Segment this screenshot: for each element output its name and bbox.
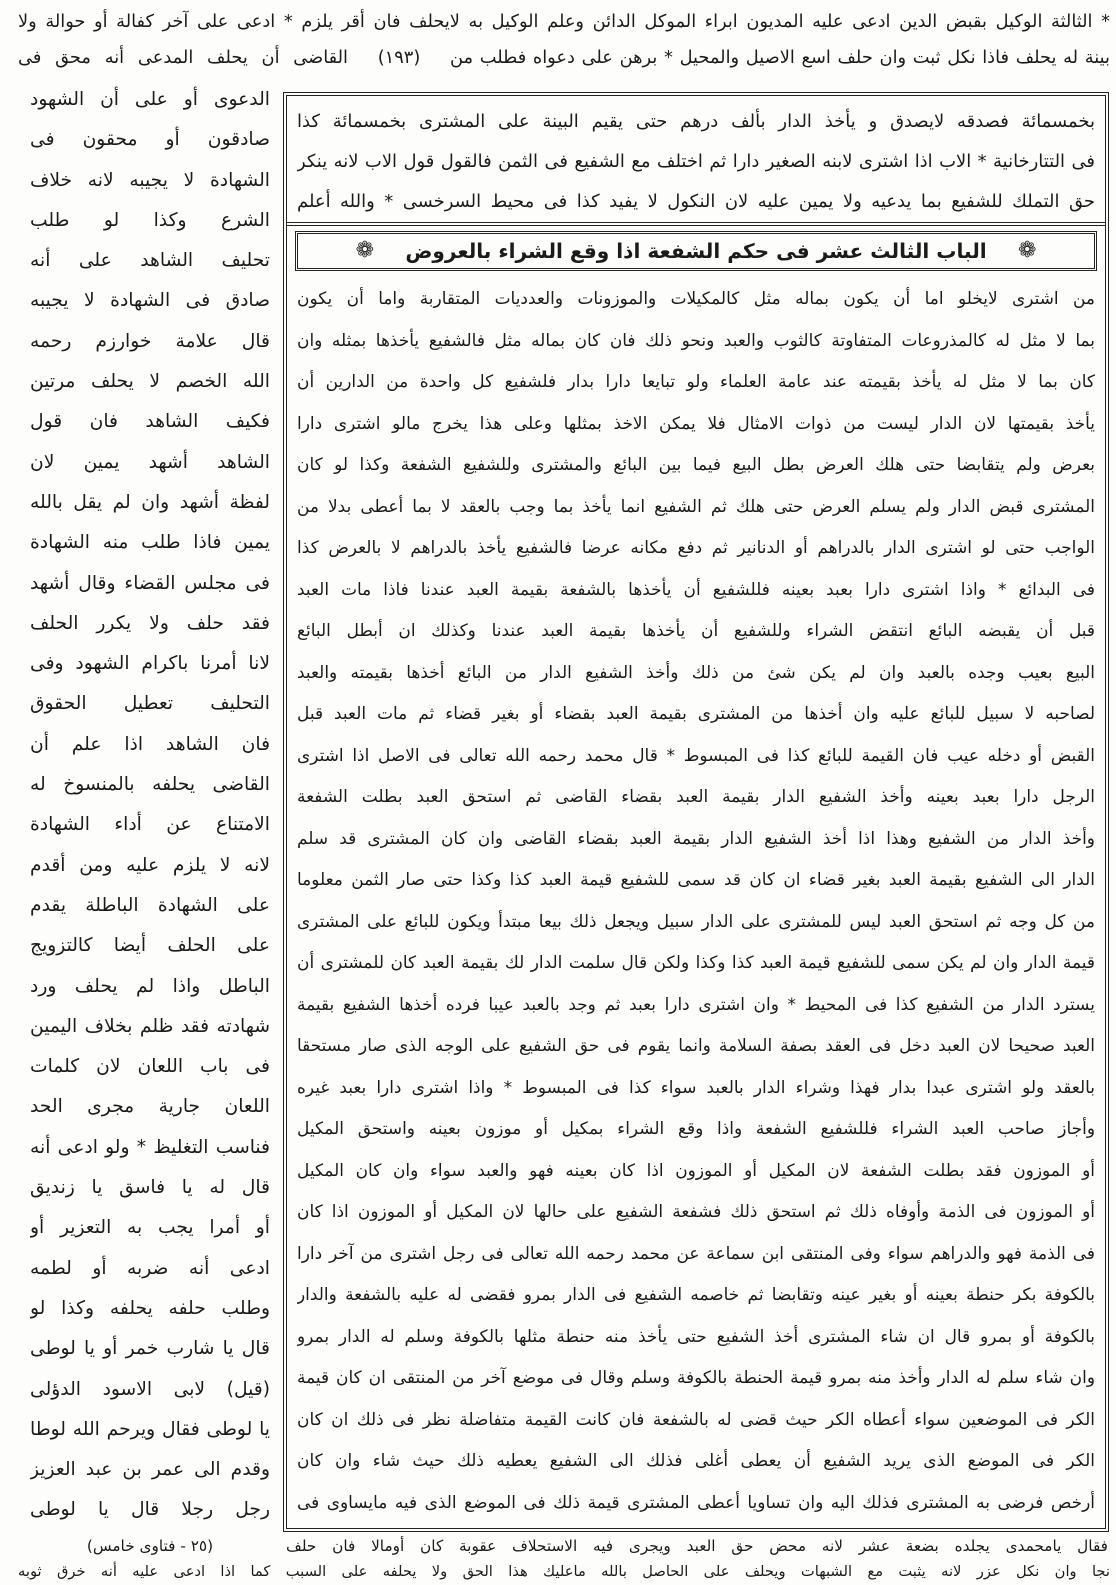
- body-line: يسترد الدار من الشفيع كذا فى المحيط * وان اشترى دارا بعبد ثم وجد بالعبد عيبا فرده أخذها الشفيع بقيمة: [297, 993, 1095, 1014]
- margin-line: فى باب اللعان لان كلمات: [30, 1056, 270, 1078]
- page-footer: [30, 1533, 1108, 1559]
- margin-line: قال يا شارب خمر أو يا لوطى: [30, 1338, 270, 1360]
- footer-line: نجا وان نكل عزر لانه يثبت مع الشبهات ويحلف على الحاصل بالله ماعليك هذا الحق ولا يحلفه على السبب كما اذا ادعى عليه أنه خرق ثوبه: [18, 1563, 1110, 1580]
- margin-line: فان الشاهد اذا علم أن: [30, 733, 270, 755]
- body-line: الدار الى الشفيع بقيمة العبد بغير قضاء ان كان قد سمى للشفيع قيمة العبد كذا وكذا حتى صار الثمن معلوما: [297, 869, 1095, 889]
- margin-line: قال له يا فاسق يا زنديق: [30, 1177, 270, 1199]
- margin-line: تحليف الشاهد على أنه: [30, 250, 270, 272]
- page-header: [18, 4, 1110, 76]
- body-line: قبل أن يقبضه البائع انتقض الشراء وللشفيع أن يأخذها بقيمة العبد عندنا وكذلك ان أبطل البائع: [297, 620, 1095, 640]
- margin-line: شهادته فقد ظلم بخلاف اليمين: [30, 1015, 270, 1037]
- chapter-heading-row: [287, 226, 1105, 276]
- body-line: الواجب حتى لو اشترى الدار بالدراهم أو الدنانير ثم دفع مكانه عرضا فالشفيع يأخذ بالدراهم لا بالعرض كذا: [297, 537, 1095, 557]
- text-line: حق التملك للشفيع بما يدعيه ولا يمين عليه لان النكول لا يفيد كذا فى محيط السرخسى * والله أعلم: [297, 191, 1095, 212]
- margin-line: اللعان جارية مجرى الحد: [30, 1096, 270, 1118]
- body-line: أو الموزون فى الذمة وأوفاه ذلك ثم استحق ذلك فشفعة الشفيع على حالها لان المكيل أو الموزون اذا كان: [297, 1201, 1095, 1221]
- margin-line: لانا أمرنا باكرام الشهود وفى: [30, 653, 270, 675]
- margin-line: الدعوى أو على أن الشهود: [30, 89, 270, 110]
- header-line: [18, 40, 1110, 76]
- body-line: قيمة الدار وان لم يكن سمى للشفيع قيمة العبد كذا وكذا ولكن قال سلمت الدار لك بقيمة العبد كان للمشترى أن: [297, 952, 1095, 972]
- margin-line: القاضى يحلفه بالمنسوخ له: [30, 774, 270, 796]
- ornament-icon: [356, 234, 374, 268]
- body-line: أرخص فرضى به المشترى فذلك اليه وان تساويا أعطى المشترى قيمة ذلك فى الموضع الذى فيه مايساوى فى: [297, 1491, 1095, 1512]
- body-line: الرجل دارا بعبد بعينه وأخذ الشفيع الدار بقيمة العبد بقضاء القاضى ثم استحق العبد بطلت الشفعة: [297, 786, 1095, 806]
- body-line: الكر فى الموضعين سواء أعطاه الكر حيث قضى له بالشفعة فان كانت القيمة متفاضلة نظر فى ذلك ان كان: [297, 1408, 1095, 1429]
- body-line: يأخذ بقيمتها لان الدار ليست من ذوات الامثال فلا يمكن الاخذ بمثلها وعلى هذا يخرج مالو اشترى دارا: [297, 412, 1095, 433]
- text-line: بخمسمائة فصدقه لايصدق و يأخذ الدار بألف درهم حتى يقيم البينة على المشترى بخمسمائة كذا: [297, 111, 1095, 132]
- chapter-title: الباب الثالث عشر فى حكم الشفعة اذا وقع الشراء بالعروض: [405, 239, 987, 263]
- body-line: بالعقد ولو اشترى عبدا بدار فهذا وشراء الدار بالعبد سواء كذا فى المبسوط * واذا اشترى دارا بعبد غيره: [297, 1076, 1095, 1097]
- chapter-heading: [295, 231, 1097, 271]
- margin-line: على الحلف أيضا كالتزويج: [30, 935, 270, 957]
- chapter-body: [287, 276, 1105, 1523]
- footer-line: فقال يامحمدى يجلده بضعة عشر لانه محض حق العبد ويجرى فيه الاستحلاف عقوبة كان أومالا فان حلف: [286, 1537, 1108, 1555]
- margin-line: الله الخصم لا يحلف مرتين: [30, 371, 270, 393]
- margin-line: يمين فاذا طلب منه الشهادة: [30, 532, 270, 554]
- header-text-segment: بينة له يحلف فاذا نكل ثبت وان حلف اسع الاصيل والمحيل * برهن على دعواه فطلب من: [450, 47, 1110, 68]
- margin-line: فى مجلس القضاء وقال أشهد: [30, 572, 270, 594]
- margin-column: [30, 80, 270, 1531]
- margin-line: الشهادة لا يجيبه لانه خلاف: [30, 169, 270, 191]
- body-line: بما لا مثل له كالمذروعات المتفاوتة كالثوب والعبد ونحو ذلك فان كان بماله مثل فالشفيع يأخذها بمثله وان: [297, 329, 1095, 350]
- body-line: بالكوفة أو بمرو قال ان شاء المشترى أخذ الشفيع حتى يأخذ منه حنطة مثلها بالكوفة وسلم له الدار بمرو: [297, 1325, 1095, 1346]
- body-line: وأخذ الدار من الشفيع وهذا اذا أخذ الشفيع الدار بقيمة العبد بقضاء القاضى وان كان المشترى قد سلم: [297, 827, 1095, 848]
- page-number: (١٩٣): [377, 47, 421, 68]
- body-line: من اشترى لايخلو اما أن يكون بماله مثل كالمكيلات والموزونات والعدديات المتقاربة واما أن يكون: [297, 288, 1095, 308]
- ornament-icon: [1018, 234, 1036, 268]
- margin-line: يا لوطى فقال ويرحم الله لوطا: [30, 1418, 270, 1440]
- header-text-segment: القاضى أن يحلف المدعى أنه محق فى: [18, 47, 348, 68]
- body-line: وأجاز صاحب العبد الشراء فللشفيع الشفعة واذا وقع الشراء بمكيل أو موزون بعينه واستحق المكيل: [297, 1118, 1095, 1138]
- body-line: بعرض ولم يتقابضا حتى هلك العرض بطل البيع فيما بين البائع والمشترى وللشفيع الشفعة وكذا لو كان: [297, 454, 1095, 474]
- margin-line: فناسب التغليظ * ولو ادعى أنه: [30, 1136, 270, 1158]
- body-line: وان شاء سلم له الدار وأخذ منه بمرو قيمة الحنطة بالكوفة وسلم وقال فى موضع آخر من المنتقى ان كان قيمة: [297, 1367, 1095, 1387]
- margin-line: التحليف تعطيل الحقوق: [30, 693, 270, 715]
- page-label: (٢٥ - فتاوى خامس): [86, 1537, 214, 1555]
- margin-line: رجل رجلا قال يا لوطى: [30, 1499, 270, 1521]
- margin-line: قال علامة خوارزم رحمه: [30, 330, 270, 352]
- body-line: من كل وجه ثم استحق العبد ليس للمشترى على الدار سبيل ويجعل ذلك بيعا مبتدأ ويكون للبائع على المشترى: [297, 910, 1095, 931]
- margin-line: أو أمرا يجب به التعزير أو: [30, 1217, 270, 1239]
- body-line: فى البدائع * واذا اشترى دارا بعبد بعينه فللشفيع أن يأخذها بالشفعة بقيمة العبد عندنا فاذا مات العبد: [297, 578, 1095, 599]
- margin-line: لانه لا يلزم عليه ومن أقدم: [30, 854, 270, 876]
- header-line: * الثالثة الوكيل بقبض الدين ادعى عليه المديون ابراء الموكل الدائن وعلم الوكيل به لايحلف فان أقر يلزم * ادعى على آخر كفالة أو حوالة ولا: [18, 11, 1110, 32]
- margin-line: (قيل) لابى الاسود الدؤلى: [30, 1378, 270, 1400]
- body-line: العبد صحيحا لان العبد دخل فى العقد بصفة السلامة وانما يقوم فى حق الشفيع على الوجه الذى صار مستحقا: [297, 1035, 1095, 1055]
- margin-line: على الشهادة الباطلة يقدم: [30, 894, 270, 916]
- margin-line: الشرع وكذا لو طلب: [30, 209, 270, 231]
- margin-line: الامتناع عن أداء الشهادة: [30, 814, 270, 836]
- margin-line: فقد حلف ولا يكرر الحلف: [30, 612, 270, 634]
- margin-line: وقدم الى عمر بن عبد العزيز: [30, 1459, 270, 1481]
- body-line: المشترى قبض الدار ولم يسلم العرض حتى هلك ثم الشفيع انما يأخذ بما وجب بالعقد لا بما أعطى بدلا من: [297, 495, 1095, 516]
- margin-line: الباطل واذا لم يحلف ورد: [30, 975, 270, 997]
- main-text-frame: [283, 92, 1109, 1532]
- margin-line: لفظة أشهد وان لم يقل بالله: [30, 491, 270, 513]
- margin-line: صادق فى الشهادة لا يجيبه: [30, 290, 270, 312]
- margin-line: ادعى أنه ضربه أو لطمه: [30, 1257, 270, 1279]
- body-line: فى الذمة فهو والدراهم سواء وفى المنتقى ابن سماعة عن محمد رحمه الله تعالى فى رجل اشترى من آخر دارا: [297, 1242, 1095, 1263]
- body-line: أو الموزون فقد بطلت الشفعة لان المكيل أو الموزون اذا كان بعينه فهو والعبد سواء وان كان المكيل: [297, 1159, 1095, 1180]
- body-line: البيع بعيب وجده بالعبد وان لم يكن شئ من ذلك وأخذ الشفيع الدار من البائع أخذها بقيمته والعبد: [297, 661, 1095, 682]
- body-line: القبض أو دخله عيب فان القيمة للبائع كذا فى المبسوط * قال محمد رحمه الله تعالى فى الاصل اذا اشترى: [297, 744, 1095, 765]
- margin-line: فكيف الشاهد فان قول: [30, 411, 270, 433]
- page-footer-continued: [18, 1559, 1110, 1584]
- continued-text-block: [287, 96, 1105, 226]
- body-line: بالكوفة بكر حنطة بعينه أو بغير عينه وتقابضا ثم خاصمه الشفيع فى الدار بمرو فقضى له عليه بالشفعة والدار: [297, 1284, 1095, 1304]
- body-line: لصاحبه لا سبيل للبائع عليه وان أخذها من المشترى بقيمة العبد بقضاء أو بغير قضاء ثم مات العبد قبل: [297, 703, 1095, 723]
- margin-line: الشاهد أشهد يمين لان: [30, 451, 270, 473]
- margin-line: صادقون أو محقون فى: [30, 129, 270, 151]
- body-line: الكر فى الموضع الذى يريد الشفيع أن يعطى أغلى فذلك الى الشفيع يعطيه ذلك حيث شاء وان كان: [297, 1450, 1095, 1470]
- body-line: كان بما لا مثل له يأخذ بقيمته عند عامة العلماء ولو تبايعا دارا بدار فلشفيع كل واحدة من الدارين أن: [297, 371, 1095, 391]
- margin-line: وطلب حلفه يحلفه وكذا لو: [30, 1297, 270, 1319]
- text-line: فى التتارخانية * الاب اذا اشترى لابنه الصغير دارا ثم اختلف مع الشفيع فى الثمن فالقول قول الاب لانه ينكر: [297, 151, 1095, 172]
